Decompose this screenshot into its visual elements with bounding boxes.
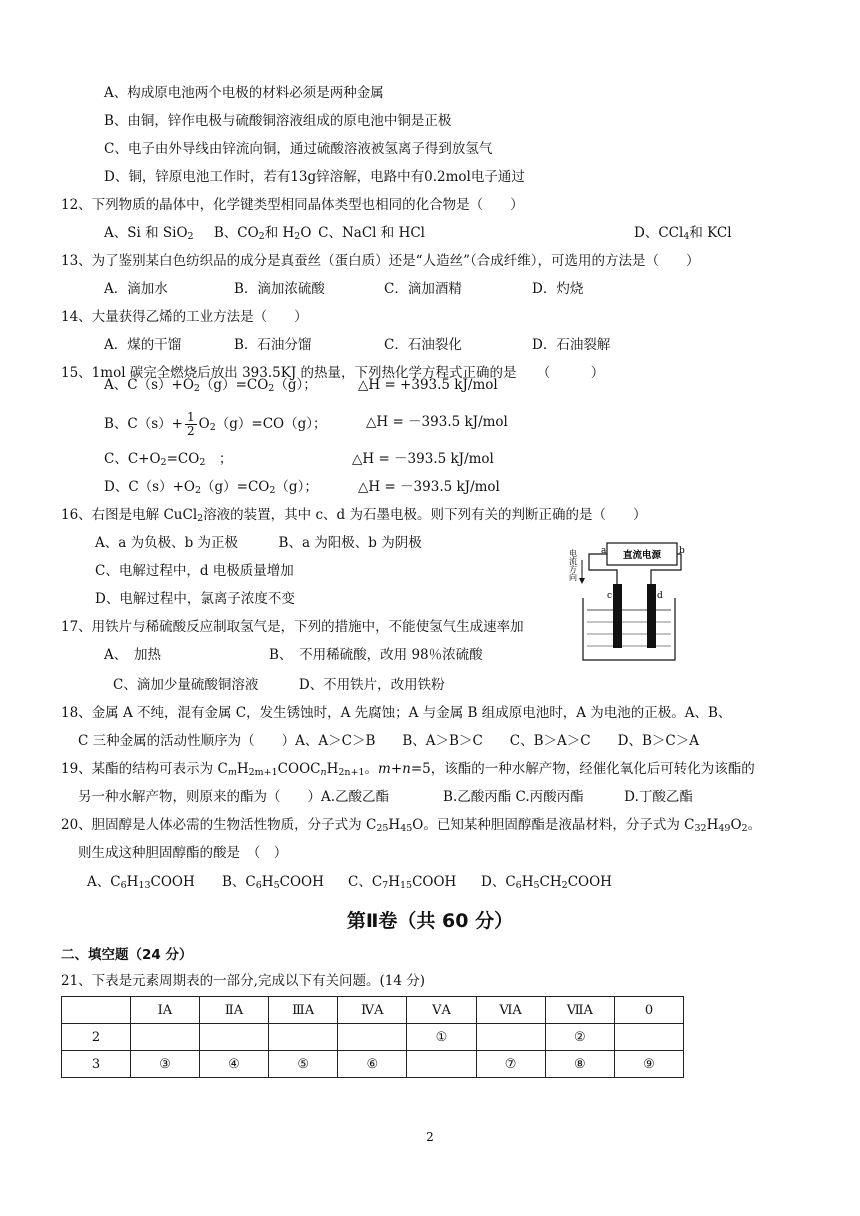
q13-option-a: A．滴加水 xyxy=(104,281,168,297)
q16-stem: 16、右图是电解 CuCl$_2$溶液的装置，其中 c、d 为石墨电极。则下列有关的判断正确的是（ ） xyxy=(61,507,647,524)
part2-title: 第Ⅱ卷（共 60 分） xyxy=(346,910,514,932)
periodic-table-fragment xyxy=(61,996,684,1078)
table-cell: ⅢA xyxy=(269,997,338,1024)
table-cell: ⑥ xyxy=(338,1051,407,1078)
q17-options-cd: C、滴加少量硫酸铜溶液 D、不用铁片，改用铁粉 xyxy=(113,677,445,693)
electrode-c-label: c xyxy=(607,591,613,601)
q11-option-a: A、构成原电池两个电极的材料必须是两种金属 xyxy=(104,85,384,101)
table-cell: ⅣA xyxy=(338,997,407,1024)
table-row xyxy=(62,1024,684,1051)
q21-stem: 21、下表是元素周期表的一部分,完成以下有关问题。(14 分) xyxy=(61,973,425,989)
electrode-d-label: d xyxy=(657,591,663,601)
q15-option-a-dh: △H = +393.5 kJ/mol xyxy=(358,377,498,393)
section-heading: 二、填空题（24 分） xyxy=(61,947,193,963)
table-cell xyxy=(476,1024,545,1051)
table-row xyxy=(62,1051,684,1078)
q13-stem: 13、为了鉴别某白色纺织品的成分是真蚕丝（蛋白质）还是“人造丝”（合成纤维），可选用的方法是（ ） xyxy=(61,253,700,269)
q14-stem: 14、大量获得乙烯的工业方法是（ ） xyxy=(61,309,308,325)
table-cell: ② xyxy=(545,1024,614,1051)
table-cell: ⅥA xyxy=(476,997,545,1024)
power-supply-label: 直流电源 xyxy=(622,550,662,561)
q16-option-d: D、电解过程中，氯离子浓度不变 xyxy=(95,591,295,607)
q17-stem: 17、用铁片与稀硫酸反应制取氢气是，下列的措施中，不能使氢气生成速率加 xyxy=(61,619,524,635)
q13-option-b: B．滴加浓硫酸 xyxy=(234,281,325,297)
q12-options: A、Si 和 SiO$_2$ B、$CO_2$和 $H_2O$ C、NaCl 和 HCl D、CCl$_4$和 KCl xyxy=(104,225,732,242)
table-cell: 2 xyxy=(62,1024,131,1051)
q15-option-c-dh: △H = －393.5 kJ/mol xyxy=(352,451,494,467)
terminal-b-label: b xyxy=(679,546,685,556)
current-arrow-icon xyxy=(579,578,585,584)
q20-option-c: C、$C_7H_{15}COOH$ xyxy=(348,874,457,891)
table-cell xyxy=(269,1024,338,1051)
q14-option-a: A．煤的干馏 xyxy=(104,337,182,353)
q18-line1: 18、金属 A 不纯，混有金属 C，发生锈蚀时，A 先腐蚀；A 与金属 B 组成原电池时，A 为电池的正极。A、B、 xyxy=(61,705,732,721)
q14-option-b: B．石油分馏 xyxy=(234,337,312,353)
table-cell xyxy=(199,1024,268,1051)
q20-line1: 20、胆固醇是人体必需的生物活性物质，分子式为 $C_{25}H_{45}O$。已知某种胆固醇酯是液晶材料，分子式为 $C_{32}H_{49}O_2$。 xyxy=(61,817,762,834)
q16-options-ab: A、a 为负极、b 为正极 B、a 为阳极、b 为阴极 xyxy=(95,535,422,551)
table-header-row xyxy=(62,997,684,1024)
q19-line1: 19、某酯的结构可表示为 $C_mH_{2m+1}COOC_nH_{2n+1}$。m+n=5，该酯的一种水解产物，经催化氧化后可转化为该酯的 xyxy=(61,761,755,778)
q20-option-a: A、$C_6H_{13}COOH$ xyxy=(87,874,195,891)
table-cell: ④ xyxy=(199,1051,268,1078)
electrode-c xyxy=(613,584,622,648)
table-cell: ⑦ xyxy=(476,1051,545,1078)
table-cell: 3 xyxy=(62,1051,131,1078)
q15-option-d: D、$C(s)+O_2(g)=CO_2(g)$； xyxy=(104,479,318,496)
one-half-fraction: $\frac{1}{2}$ xyxy=(187,410,195,438)
q11-option-b: B、由铜，锌作电极与硫酸铜溶液组成的原电池中铜是正极 xyxy=(104,113,452,129)
table-cell: 0 xyxy=(614,997,683,1024)
q20-option-d: D、$C_6H_5CH_2COOH$ xyxy=(481,874,612,891)
table-cell xyxy=(614,1024,683,1051)
electrolysis-apparatus-figure xyxy=(568,540,685,664)
q15-option-d-dh: △H = －393.5 kJ/mol xyxy=(358,479,500,495)
table-cell: ⑨ xyxy=(614,1051,683,1078)
table-cell: ⑧ xyxy=(545,1051,614,1078)
q15-option-a: A、$C(s)+O_2(g)=CO_2(g)$； xyxy=(104,377,317,394)
q15-stem: 15、1mol 碳完全燃烧后放出 393.5KJ 的热量，下列热化学方程式正确的是 （ ） xyxy=(61,365,605,381)
q13-option-c: C．滴加酒精 xyxy=(384,281,462,297)
q12-stem: 12、下列物质的晶体中，化学键类型相同晶体类型也相同的化合物是（ ） xyxy=(61,197,524,213)
current-direction-label: 电流方向 xyxy=(568,549,578,581)
beaker xyxy=(583,598,675,660)
electrode-d xyxy=(647,584,656,648)
table-cell: ⅡA xyxy=(199,997,268,1024)
table-cell: ③ xyxy=(130,1051,199,1078)
terminal-a-label: a xyxy=(601,546,607,556)
table-cell: ⅦA xyxy=(545,997,614,1024)
table-cell: ⅠA xyxy=(130,997,199,1024)
q14-option-c: C．石油裂化 xyxy=(384,337,462,353)
table-cell xyxy=(130,1024,199,1051)
q18-line2: C 三种金属的活动性顺序为（ ）A、A＞C＞B B、A＞B＞C C、B＞A＞C D、B＞C＞A xyxy=(78,733,699,749)
table-cell xyxy=(407,1051,476,1078)
q13-option-d: D．灼烧 xyxy=(532,281,584,297)
table-cell: ⅤA xyxy=(407,997,476,1024)
table-cell xyxy=(338,1024,407,1051)
q20-option-b: B、$C_6H_5COOH$ xyxy=(222,874,324,891)
q20-line2: 则生成这种胆固醇酯的酸是 （ ） xyxy=(78,845,288,861)
q16-option-c: C、电解过程中，d 电极质量增加 xyxy=(95,563,294,579)
q11-option-c: C、电子由外导线由锌流向铜，通过硫酸溶液被氢离子得到放氢气 xyxy=(104,141,493,157)
table-cell: ⑤ xyxy=(269,1051,338,1078)
table-cell: ① xyxy=(407,1024,476,1051)
q15-option-c: C、$C+O_2=CO_2$ ； xyxy=(104,451,233,468)
q15-option-b: B、C（s）+ $\frac{1}{2}$ $O_2(g)=CO(g)$； xyxy=(104,410,327,438)
page-number: 2 xyxy=(426,1130,434,1144)
q11-option-d: D、铜，锌原电池工作时，若有13g锌溶解，电路中有0.2mol电子通过 xyxy=(104,169,525,185)
table-cell xyxy=(62,997,131,1024)
q19-line2: 另一种水解产物，则原来的酯为（ ）A.乙酸乙酯 B.乙酸丙酯 C.丙酸丙酯 D.丁酸乙酯 xyxy=(78,789,693,805)
q14-option-d: D．石油裂解 xyxy=(532,337,611,353)
q15-option-b-dh: △H = －393.5 kJ/mol xyxy=(366,414,508,430)
q17-options-ab: A、 加热 B、 不用稀硫酸，改用 98％浓硫酸 xyxy=(104,647,483,663)
